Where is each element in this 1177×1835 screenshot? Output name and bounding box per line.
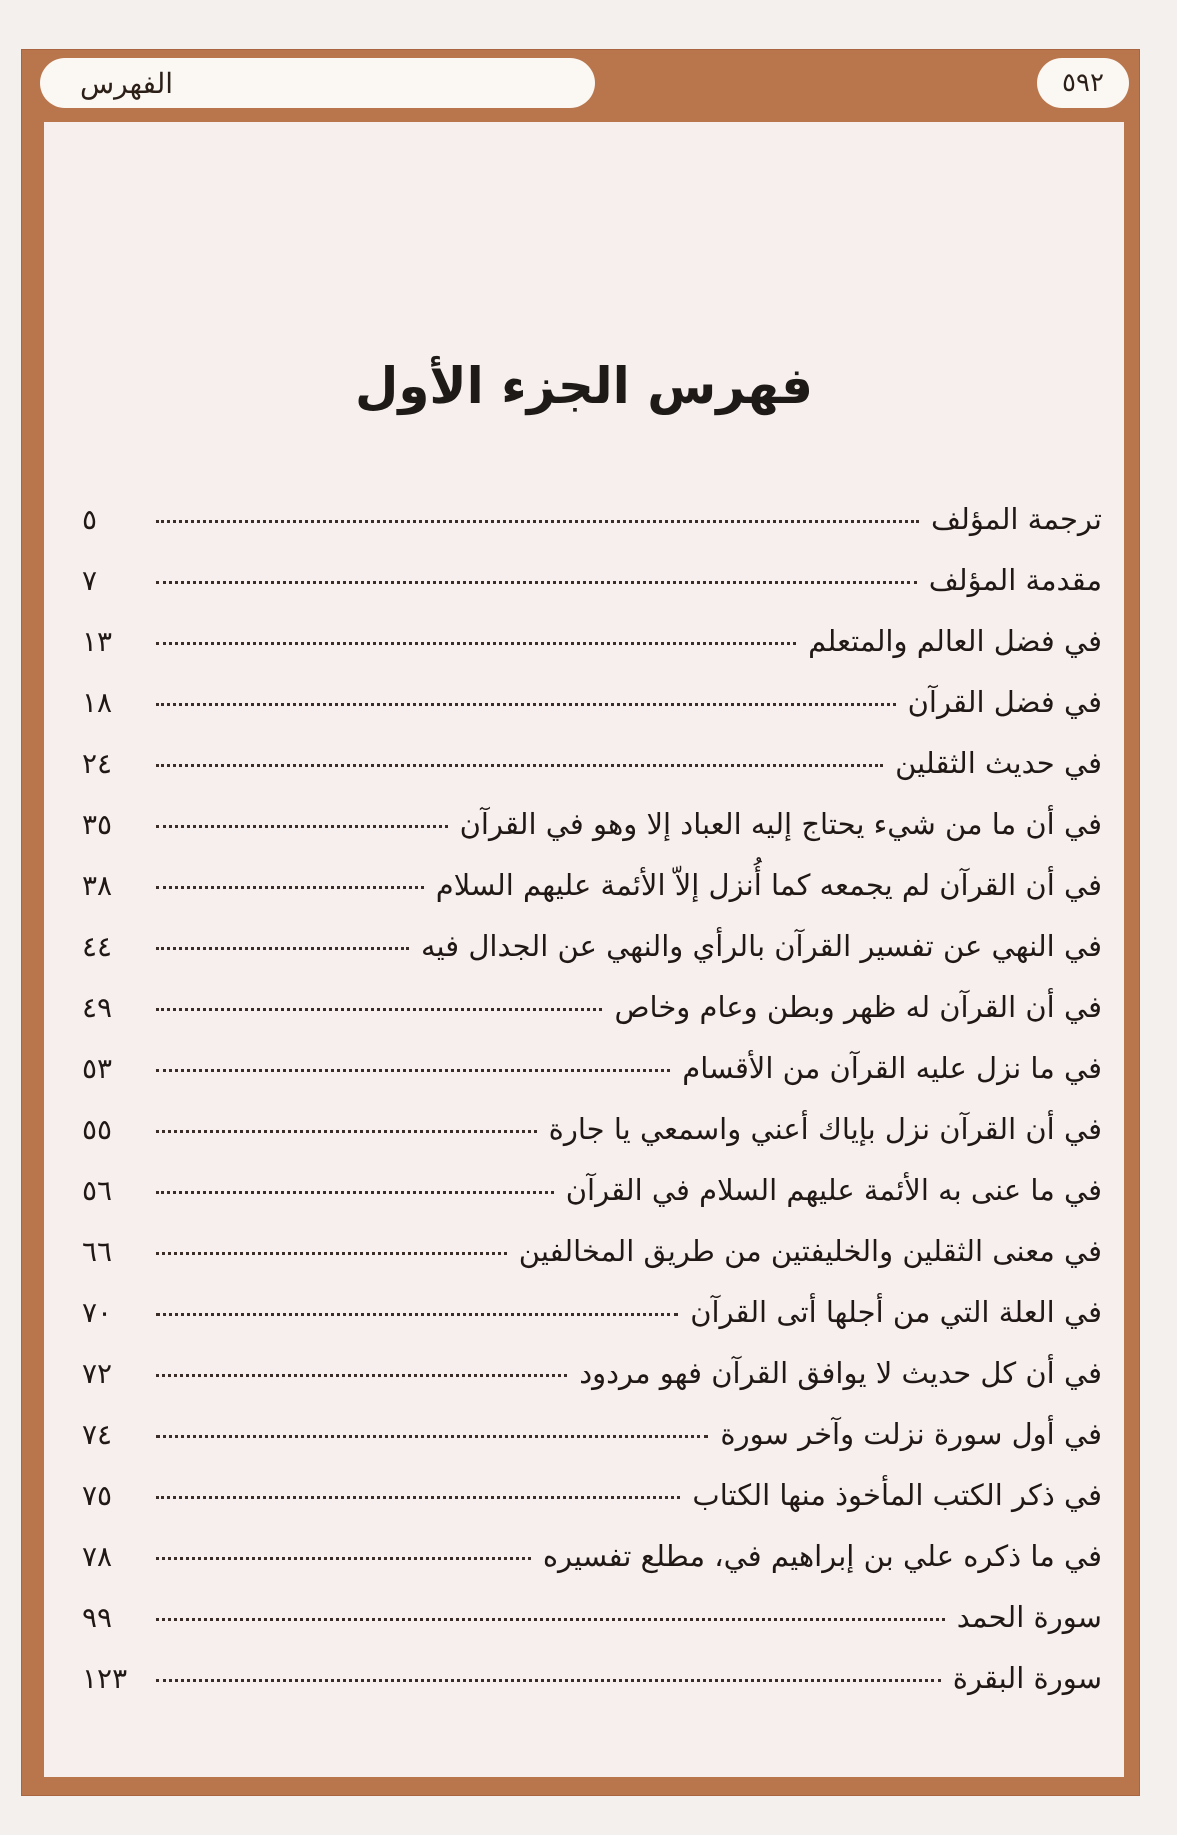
toc-entry-page: ٦٦	[82, 1235, 113, 1268]
toc-entry-page: ٥٦	[82, 1174, 113, 1207]
toc-entry-title: في فضل العالم والمتعلم	[808, 624, 1102, 658]
dot-leader	[156, 1496, 680, 1499]
toc-entry	[82, 1356, 1102, 1417]
toc-entry-page: ٧	[82, 564, 98, 597]
dot-leader	[156, 886, 424, 889]
table-of-contents	[82, 502, 1102, 1722]
toc-entry-title: في ما نزل عليه القرآن من الأقسام	[682, 1051, 1102, 1085]
toc-entry	[82, 1173, 1102, 1234]
toc-entry-title: في أول سورة نزلت وآخر سورة	[720, 1417, 1102, 1451]
toc-entry-title: سورة الحمد	[956, 1600, 1102, 1634]
toc-entry-page: ٥٣	[82, 1052, 113, 1085]
section-title: الفهرس	[80, 66, 174, 100]
toc-entry-title: في ما ذكره علي بن إبراهيم في، مطلع تفسيره	[542, 1539, 1102, 1573]
toc-entry-title: في العلة التي من أجلها أتى القرآن	[690, 1295, 1102, 1329]
toc-entry-page: ٩٩	[82, 1601, 113, 1634]
toc-entry-title: في أن القرآن نزل بإياك أعني واسمعي يا جارة	[548, 1112, 1102, 1146]
toc-entry-title: في أن القرآن له ظهر وبطن وعام وخاص	[614, 990, 1102, 1024]
toc-entry	[82, 1478, 1102, 1539]
dot-leader	[156, 1679, 941, 1682]
dot-leader	[156, 1130, 537, 1133]
toc-entry-page: ٧٠	[82, 1296, 113, 1329]
toc-entry	[82, 1661, 1102, 1722]
toc-entry-title: مقدمة المؤلف	[928, 563, 1102, 597]
toc-entry-title: في معنى الثقلين والخليفتين من طريق المخالفين	[518, 1234, 1102, 1268]
toc-entry-title: في أن كل حديث لا يوافق القرآن فهو مردود	[579, 1356, 1102, 1390]
page-frame	[22, 50, 1139, 1795]
toc-entry-title: في ما عنى به الأئمة عليهم السلام في القرآن	[565, 1173, 1102, 1207]
toc-entry	[82, 1051, 1102, 1112]
dot-leader	[156, 1008, 602, 1011]
toc-entry-title: في حديث الثقلين	[895, 746, 1102, 780]
toc-entry-title: في أن ما من شيء يحتاج إليه العباد إلا وهو في القرآن	[459, 807, 1102, 841]
dot-leader	[156, 1435, 708, 1438]
toc-entry	[82, 929, 1102, 990]
dot-leader	[156, 947, 409, 950]
dot-leader	[156, 1191, 554, 1194]
dot-leader	[156, 703, 896, 706]
dot-leader	[156, 825, 448, 828]
toc-entry	[82, 624, 1102, 685]
toc-entry-title: في ذكر الكتب المأخوذ منها الكتاب	[692, 1478, 1102, 1512]
page-number-pill	[1037, 58, 1129, 108]
toc-entry-page: ١٣	[82, 625, 113, 658]
toc-entry-title: سورة البقرة	[952, 1661, 1102, 1695]
section-title-pill	[40, 58, 595, 108]
toc-entry-title: في أن القرآن لم يجمعه كما أُنزل إلاّ الأئمة عليهم السلام	[435, 868, 1102, 902]
toc-entry-page: ١٢٣	[82, 1662, 128, 1695]
dot-leader	[156, 1313, 678, 1316]
toc-entry	[82, 1295, 1102, 1356]
page-title: فهرس الجزء الأول	[354, 357, 814, 415]
toc-entry-page: ٥٥	[82, 1113, 113, 1146]
dot-leader	[156, 581, 917, 584]
toc-entry	[82, 1112, 1102, 1173]
toc-entry-page: ٣٨	[82, 869, 113, 902]
toc-entry	[82, 502, 1102, 563]
toc-entry	[82, 1600, 1102, 1661]
toc-entry	[82, 1539, 1102, 1600]
dot-leader	[156, 764, 883, 767]
toc-entry-title: ترجمة المؤلف	[930, 502, 1102, 536]
toc-entry	[82, 1417, 1102, 1478]
toc-entry-page: ٧٥	[82, 1479, 113, 1512]
toc-entry-page: ٤٩	[82, 991, 113, 1024]
toc-entry	[82, 685, 1102, 746]
toc-entry	[82, 563, 1102, 624]
dot-leader	[156, 1374, 567, 1377]
toc-entry-page: ١٨	[82, 686, 113, 719]
dot-leader	[156, 1557, 531, 1560]
toc-entry-title: في فضل القرآن	[907, 685, 1102, 719]
page-number: ٥٩٢	[1062, 68, 1104, 98]
toc-entry-page: ٥	[82, 503, 98, 536]
dot-leader	[156, 642, 796, 645]
running-header	[22, 50, 1139, 120]
toc-entry-page: ٧٤	[82, 1418, 113, 1451]
content-panel	[44, 122, 1124, 1777]
toc-entry-title: في النهي عن تفسير القرآن بالرأي والنهي عن الجدال فيه	[420, 929, 1102, 963]
toc-entry-page: ٢٤	[82, 747, 113, 780]
dot-leader	[156, 520, 919, 523]
toc-entry-page: ٧٢	[82, 1357, 113, 1390]
toc-entry	[82, 746, 1102, 807]
toc-entry	[82, 990, 1102, 1051]
toc-entry	[82, 868, 1102, 929]
toc-entry-page: ٤٤	[82, 930, 113, 963]
toc-entry	[82, 807, 1102, 868]
dot-leader	[156, 1252, 507, 1255]
dot-leader	[156, 1069, 670, 1072]
toc-entry	[82, 1234, 1102, 1295]
dot-leader	[156, 1618, 945, 1621]
toc-entry-page: ٧٨	[82, 1540, 113, 1573]
toc-entry-page: ٣٥	[82, 808, 113, 841]
